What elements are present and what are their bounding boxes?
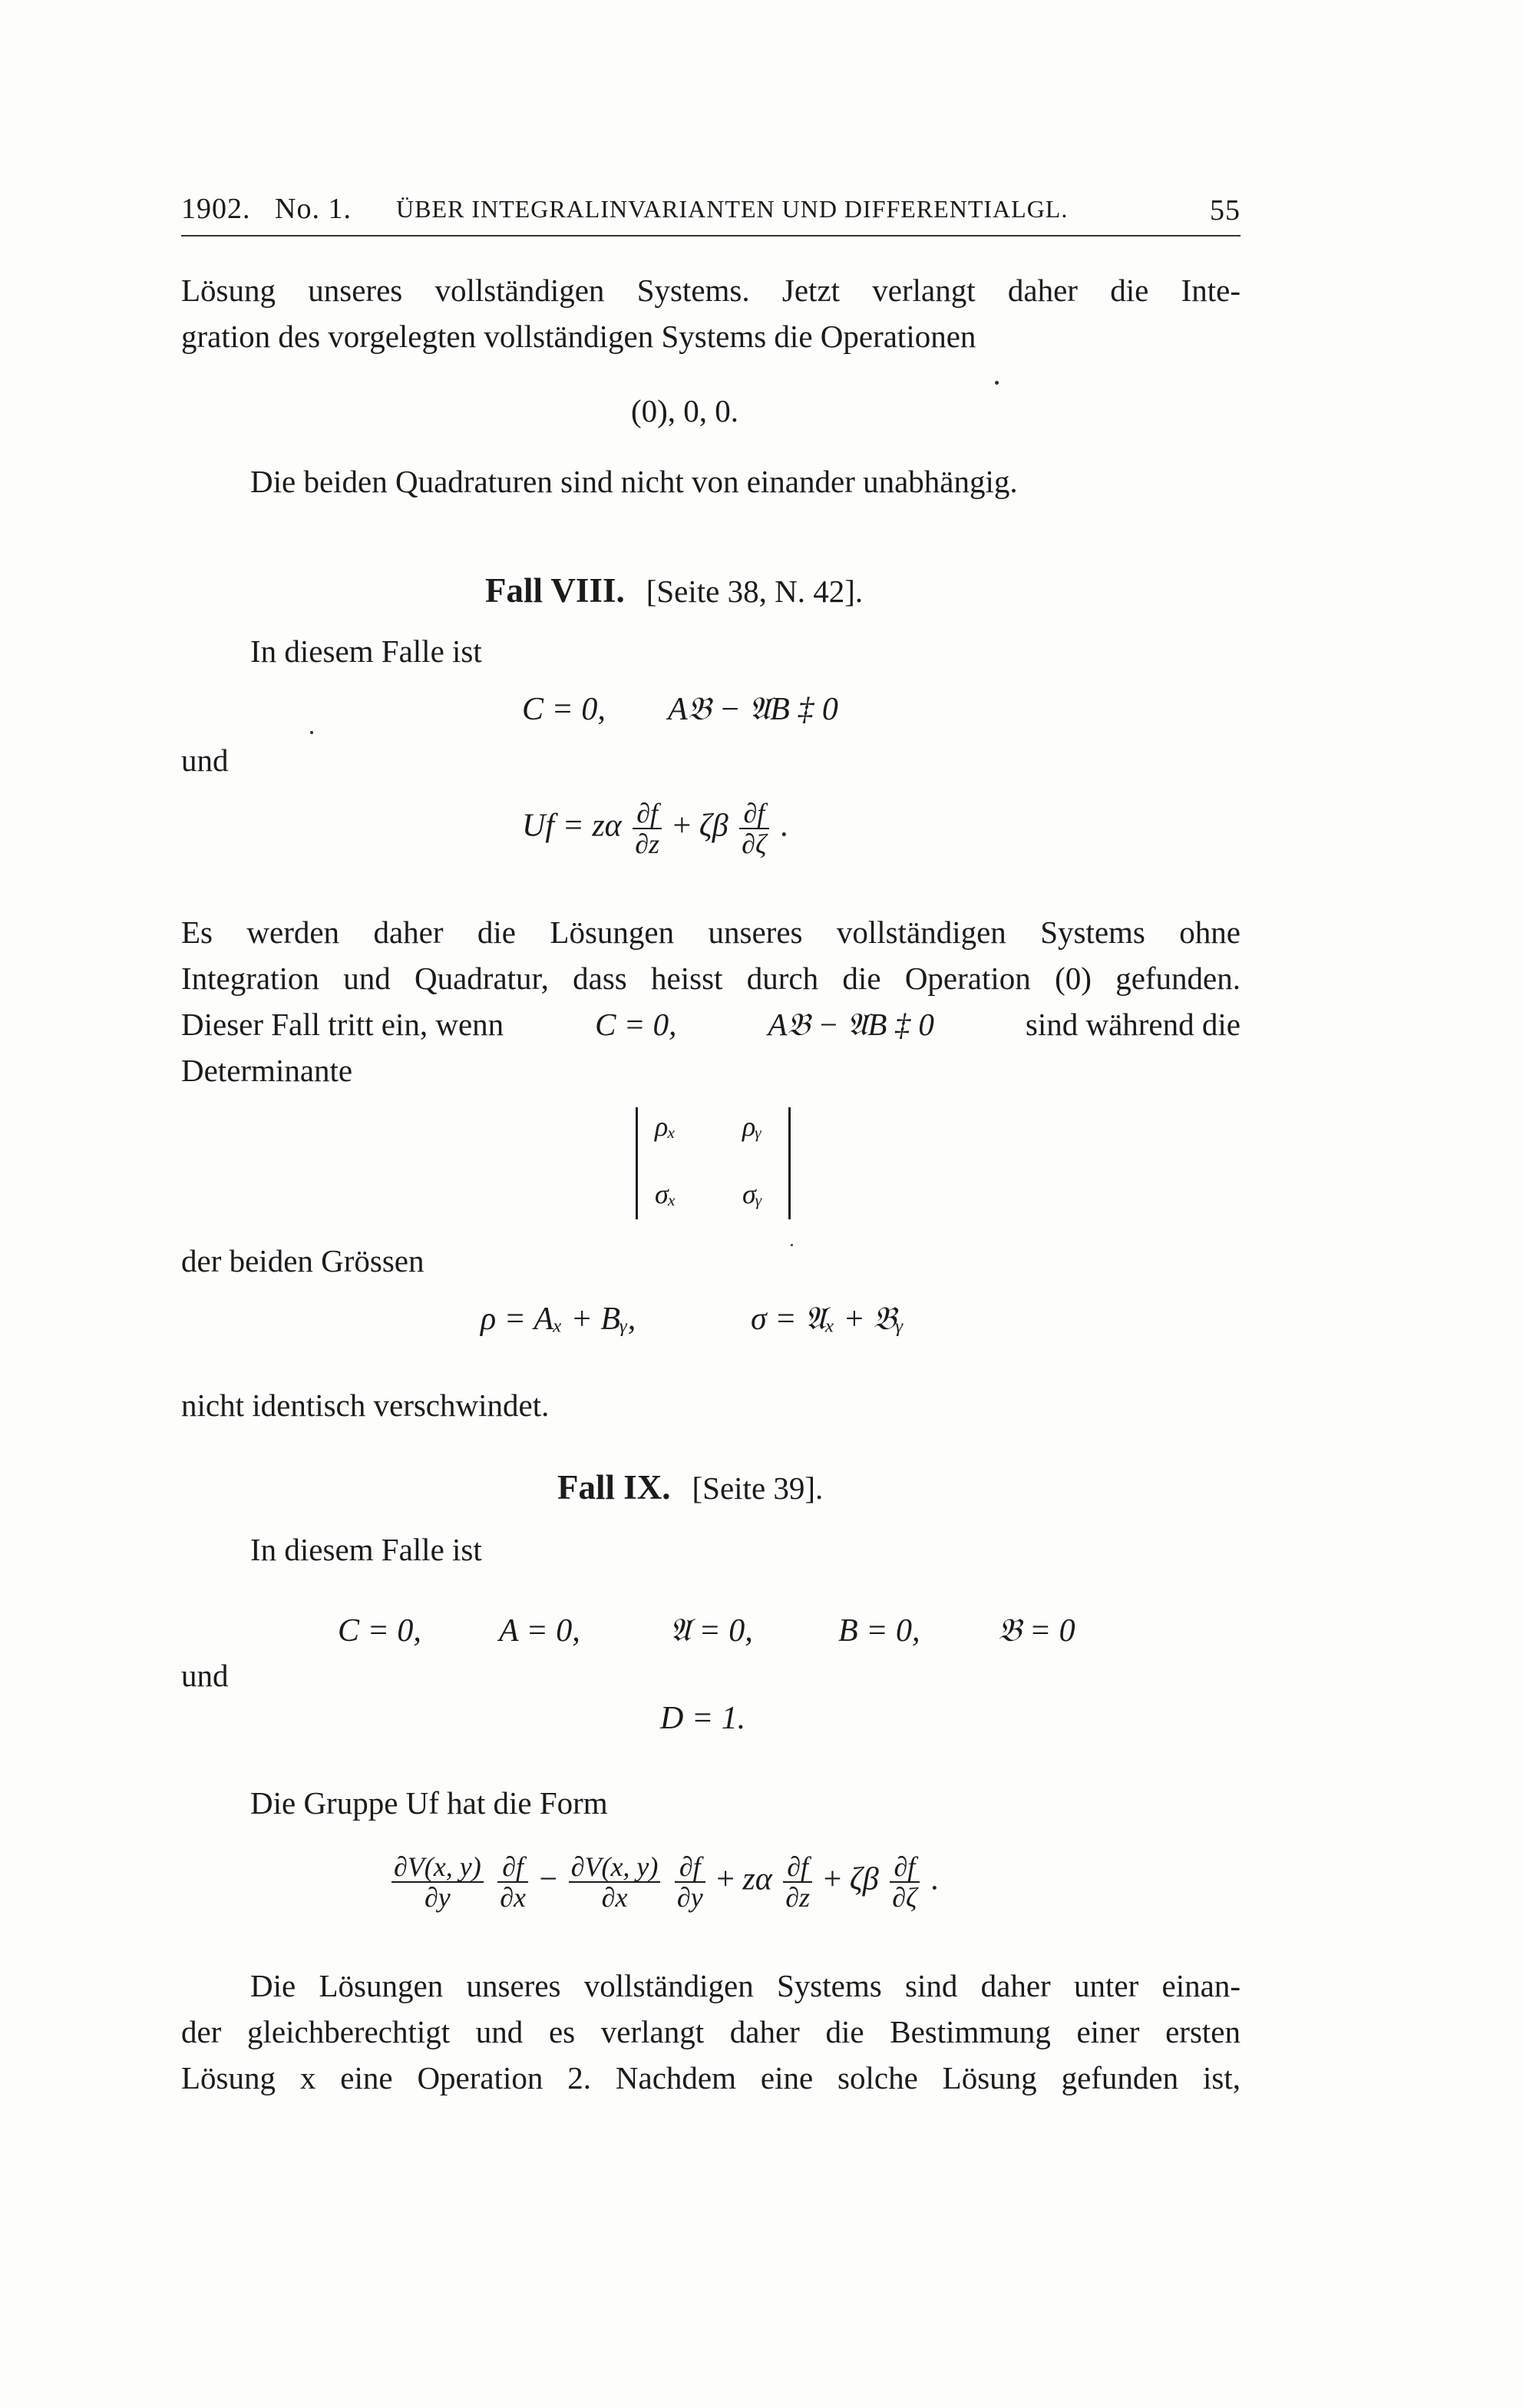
cond-c-zero: C = 0, [338,1613,421,1649]
fall-ix-heading [557,1465,823,1511]
fall-ix-lead: In diesem Falle ist [250,1532,482,1567]
uf-lhs: Uf = zα [522,808,622,844]
denominator: ∂ζ [742,829,767,859]
d-equals-one: D = 1. [660,1701,746,1736]
fraction-dv-dx [569,1852,661,1912]
fall-viii-para-2: Integration und Quadratur, dass heisst durch die Operation (0) gefunden. [181,961,1241,996]
period: . [780,808,788,844]
fall-ix-para-1: Die Lösungen unseres vollständigen Systems sind daher unter einan- [250,1968,1241,2003]
fall-viii-para-4: Determinante [181,1053,353,1088]
fraction-df-dz [783,1852,812,1912]
numerator: ∂f [739,799,768,829]
zeta-beta: ζβ [849,1861,879,1897]
denominator: ∂z [785,1882,811,1913]
fall-viii-cond-c: C = 0, [522,692,606,727]
denominator: ∂z [635,829,660,859]
groessen-line: der beiden Grössen [181,1243,425,1278]
page-number: 55 [1210,194,1241,227]
numerator: ∂f [497,1852,528,1883]
numerator: ∂V(x, y) [569,1852,661,1883]
cond-frak-b-zero: 𝔅 = 0 [998,1613,1075,1649]
zeta-beta: ζβ [699,808,728,844]
det-rho-x: ρₓ [655,1111,676,1142]
fraction-dv-dy [391,1852,484,1912]
denominator: ∂y [676,1882,703,1913]
para-3-ab-term: A𝔅 − 𝔄B ‡ 0 [768,1007,934,1042]
scan-speck [995,381,999,385]
header-rule [181,235,1241,237]
rho-definition: ρ = Aₓ + Bᵧ, [481,1302,636,1337]
fraction-df-dy [675,1852,705,1912]
header-year: 1902. [181,193,251,225]
scan-speck [310,731,313,734]
header-issue: No. 1. [275,193,352,225]
para-3-c-zero: C = 0, [595,1007,677,1042]
fall-viii-cond-ab: A𝔅 − 𝔄B ‡ 0 [668,692,838,727]
fraction-df-dx [497,1852,528,1912]
minus-sign: − [539,1861,558,1897]
fall-ix-para-3: Lösung x eine Operation 2. Nachdem eine solche Lösung gefunden ist, [181,2060,1241,2095]
fall-viii-heading [485,568,863,614]
determinant [636,1107,791,1219]
para-3-end: sind während die [1025,1007,1241,1042]
sigma-definition: σ = 𝔄ₓ + 𝔅ᵧ [751,1302,904,1337]
fraction-df-dz [633,799,662,858]
numerator: ∂f [890,1852,919,1883]
denominator: ∂y [424,1882,451,1913]
nicht-line: nicht identisch verschwindet. [181,1388,550,1423]
fall-viii-title: Fall VIII. [485,571,625,610]
fall-ix-title: Fall IX. [557,1468,671,1507]
plus-sign: + [716,1861,735,1897]
fall-viii-para-3 [181,1001,1241,1047]
uf-formula [522,799,788,858]
det-rho-y: ρᵧ [742,1111,762,1142]
det-sigma-x: σₓ [655,1179,676,1209]
numerator: ∂f [783,1852,812,1883]
cond-a-zero: A = 0, [499,1613,580,1649]
denominator: ∂x [601,1882,628,1913]
numerator: ∂f [675,1852,705,1883]
fall-ix-para-2: der gleichberechtigt und es verlangt daher die Bestimmung einer ersten [181,2014,1241,2049]
scan-speck [791,1244,793,1246]
fraction-df-dzeta [739,799,768,858]
denominator: ∂x [500,1882,526,1913]
fall-viii-ref: [Seite 38, N. 42]. [646,574,864,609]
fraction-df-dzeta [890,1852,919,1912]
fall-viii-und: und [181,743,229,778]
period: . [930,1861,939,1897]
fall-ix-und: und [181,1658,229,1693]
fall-ix-ref: [Seite 39]. [692,1470,824,1506]
fall-viii-para-1: Es werden daher die Lösungen unseres vollständigen Systems ohne [181,915,1241,950]
fall-viii-lead: In diesem Falle ist [250,633,482,669]
intro-line-2: gration des vorgelegten vollständigen Systems die Operationen [181,319,976,354]
det-sigma-y: σᵧ [742,1179,763,1209]
header-title: ÜBER INTEGRALINVARIANTEN UND DIFFERENTIALGL. [396,195,1069,223]
z-alpha: zα [742,1861,772,1897]
para-3-start: Dieser Fall tritt ein, wenn [181,1007,504,1042]
operations: (0), 0, 0. [631,393,739,428]
plus-sign: + [823,1861,842,1897]
numerator: ∂V(x, y) [391,1852,484,1883]
group-form-formula [388,1852,939,1912]
intro-line-1: Lösung unseres vollständigen Systems. Jetzt verlangt daher die Inte- [181,273,1241,308]
gruppe-line: Die Gruppe Uf hat die Form [250,1785,608,1821]
cond-b-zero: B = 0, [838,1613,920,1649]
plus-sign: + [672,808,692,844]
denominator: ∂ζ [892,1882,917,1913]
intro-line-3: Die beiden Quadraturen sind nicht von einander unabhängig. [250,464,1018,499]
numerator: ∂f [633,799,662,829]
running-head [181,192,1241,233]
cond-frak-a-zero: 𝔄 = 0, [669,1613,753,1649]
